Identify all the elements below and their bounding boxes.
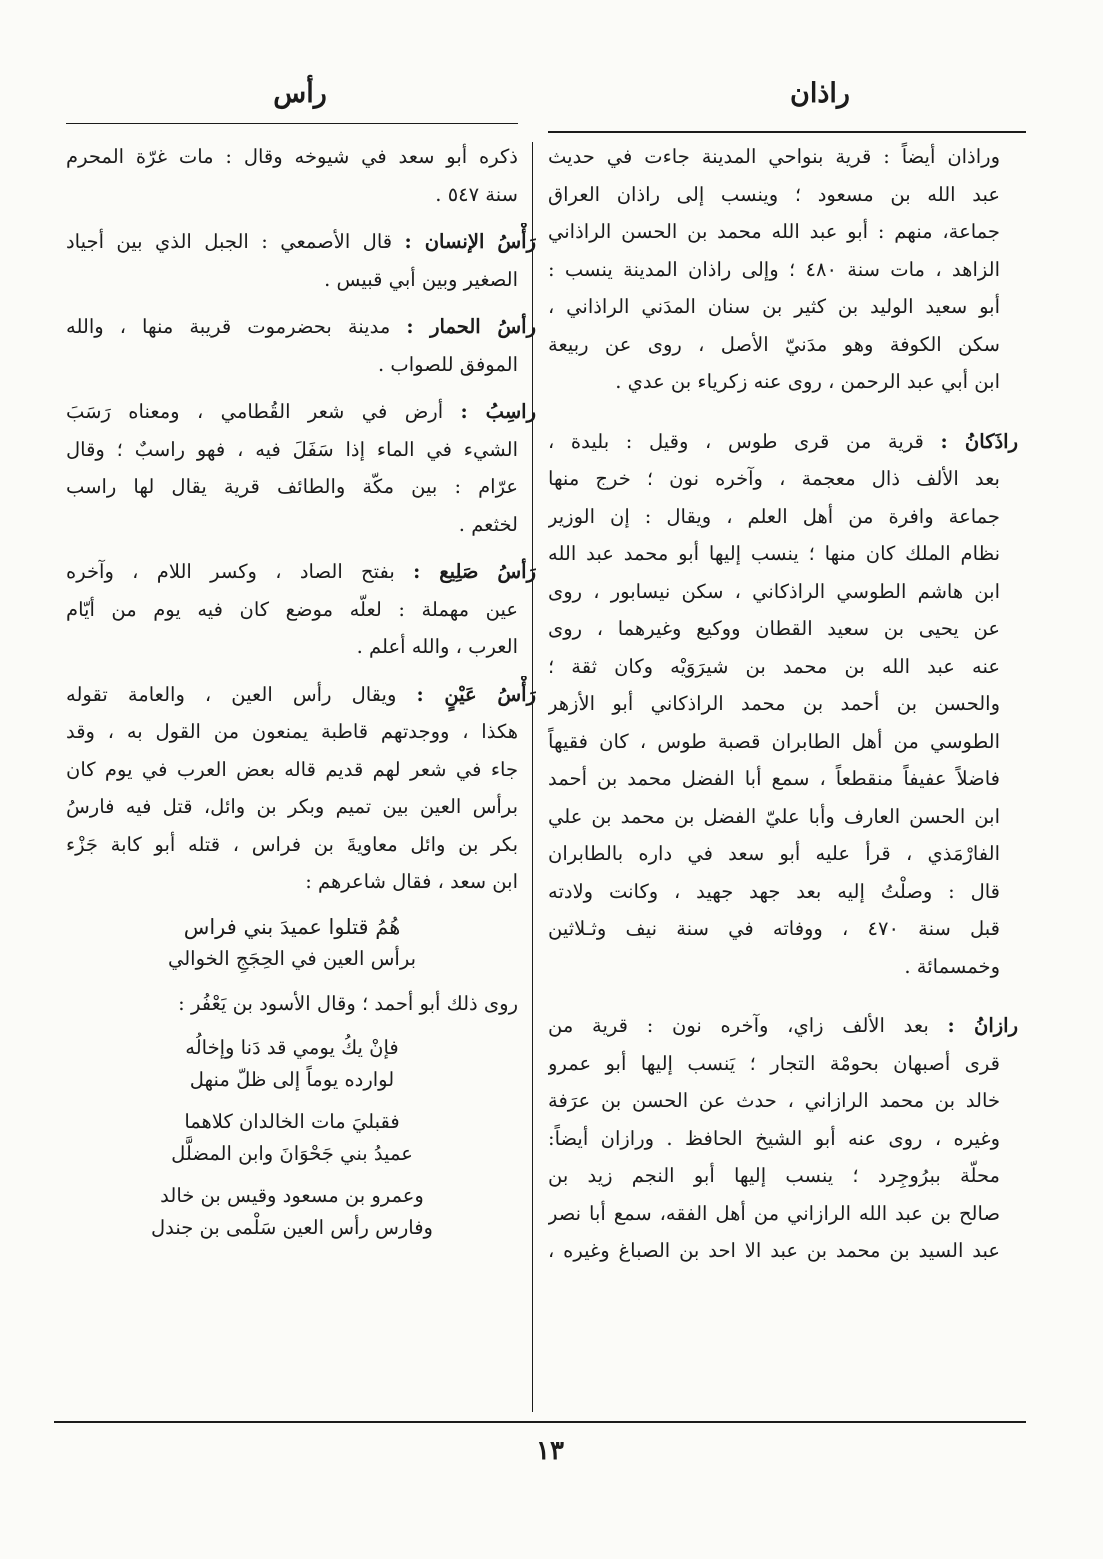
text-line: بعد الألف ذال معجمة ، وآخره نون ؛ خرج منها [548,467,1000,490]
entry-headword: رازانُ : [947,1014,1018,1037]
text-line: الصغير وبين أبي قبيس . [324,267,518,291]
entry-first-line [66,393,536,431]
text-line: الزاهد ، مات سنة ٤٨٠ ؛ وإلى راذان المدينة ينسب : [548,257,1000,281]
entry-text: قال الأصمعي : الجبل الذي بين أجياد [66,230,405,253]
paragraph-gap [66,298,518,308]
paragraph-gap [548,401,1000,423]
text-line: سنة ٥٤٧ . [435,182,518,206]
paragraph-gap [66,543,518,553]
text-line: سكن الكوفة وهو مدَنيّ الأصل ، روى عن ربيعة [548,332,1000,356]
text-line: جماعة، منهم : أبو عبد الله محمد بن الحسن الراذاني [548,220,1000,243]
text-line: روى ذلك أبو أحمد ؛ وقال الأسود بن يَعْفُر : [178,991,518,1015]
entry-text: مدينة بحضرموت قريبة منها ، والله [66,315,407,338]
verse-line: هُمُ قتلوا عميدَ بني فراس [183,914,401,939]
entry-text: ويقال رأس العين ، والعامة تقوله [66,682,417,706]
paragraph-gap [66,383,518,393]
paragraph-gap [66,666,518,676]
text-line: بكر بن وائل معاويةَ بن فراس ، قتله أبو كابة جَزْء [66,832,518,856]
entry-text: بعد الألف زاي، وآخره نون : قرية من [548,1014,948,1037]
paragraph-gap [66,1096,518,1106]
paragraph-gap [66,901,518,911]
right-column [548,138,1018,1270]
text-line: جاء في شعر لهم قديم قاله بعض العرب في يوم كان [66,757,518,781]
text-line: عين مهملة : لعلّه موضع كان فيه يوم من أيّام [66,597,518,621]
paragraph-gap [548,985,1000,1007]
text-line: العرب ، والله أعلم . [356,635,518,658]
verse-line: وعمرو بن مسعود وقيس بن خالد [160,1184,424,1207]
text-line: أبو سعيد الوليد بن كثير بن سنان المدَني الراذاني ، [548,295,1000,318]
paragraph-gap [66,1170,518,1180]
text-line: ذكره أبو سعد في شيوخه وقال : مات غرّة المحرم [66,145,518,168]
text-line: وراذان أيضاً : قرية بنواحي المدينة جاءت في حديث [548,145,1000,168]
text-line: وخمسمائة . [904,954,1000,978]
text-line: قرى أصبهان بحومْة التجار ؛ يَنسب إليها أبو عمرو [548,1051,1000,1075]
text-line: الشيء في الماء إذا سَفَلَ فيه ، فهو راسبٌ ؛ وقال [66,437,518,461]
running-header-left: رأس [273,78,327,109]
page-number: ١٣ [536,1436,564,1466]
verse-line: فإنْ يكُ يومي قد دَنا وإخالُه [185,1036,399,1059]
text-line: برأس العين بين تميم وبكر بن وائل، قتل فيه فارسُ [66,795,518,818]
verse-line: وفارس رأس العين سَلْمى بن جندل [151,1216,433,1239]
verse-line: فقبليَ مات الخالدان كلاهما [184,1110,400,1133]
left-column [66,138,536,1244]
running-header-right: راذان [790,78,850,109]
text-line: عن يحيى بن سعيد القطان ووكيع وغيرهما ، روى [548,617,1000,640]
footer-rule [54,1421,1026,1423]
header-rule-right [548,131,1026,133]
entry-headword: رَأسُ صَلِيع : [413,560,536,583]
entry-first-line [66,553,536,591]
text-line: جماعة وافرة من أهل العلم ، ويقال : إن الوزير [548,504,1000,528]
text-line: وغيره ، روى عنه أبو الشيخ الحافظ . ورازان أيضاً: [548,1126,1000,1150]
text-line: الموفق للصواب . [377,352,518,376]
verse-line: لوارده يوماً إلى ظلّ منهل [189,1068,395,1091]
text-line: عنه عبد الله بن محمد بن شيرَوَيْه وكان ثقة ؛ [548,654,1000,678]
entry-first-line [548,423,1018,461]
text-line: خالد بن محمد الرازاني ، حدث عن الحسن بن عرَفة [548,1089,1000,1112]
text-line: لخثعم . [458,512,518,536]
entry-headword: رأسُ الحمار : [406,315,536,338]
entry-text: أرض في شعر القُطامي ، ومعناه رَسَبَ [66,400,461,423]
text-line: ابن أبي عبد الرحمن ، روى عنه زكرياء بن عدي . [615,370,1000,393]
text-line: ابن الحسن العارف وأبا عليّ الفضل بن محمد بن علي [548,804,1000,828]
text-line: محلّة ببرُوجِرد ؛ ينسب إليها أبو النجم زيد بن [548,1164,1000,1187]
text-line: الطوسي من أهل الطابران قصبة طوس ، كان فقيهاً [548,729,1000,753]
text-line: قبل سنة ٤٧٠ ، ووفاته في سنة نيف وثـلاثين [548,917,1000,940]
text-line: والحسن بن أحمد بن محمد الراذكاني أبو الأزهر [548,692,1000,715]
entry-first-line [66,676,536,714]
entry-text: بفتح الصاد ، وكسر اللام ، وآخره [66,560,414,583]
entry-first-line [66,308,536,346]
text-line: عبد الله بن مسعود ؛ وينسب إلى راذان العراق [548,182,1000,206]
text-line: فاضلاً عفيفاً منقطعاً ، سمع أبا الفضل محمد بن أحمد [548,767,1000,790]
text-line: هكذا ، ووجدتهم قاطبة يمنعون من القول به ، وقد [66,720,518,743]
entry-headword: راذَكانُ : [940,429,1018,453]
header-rule-left [66,123,518,124]
entry-text: قرية من قرى طوس ، وقيل : بليدة ، [548,429,941,453]
text-line: صالح بن عبد الله الرازاني من أهل الفقه، سمع أبا نصر [548,1201,1000,1225]
text-line: عرّام : بين مكّة والطائف قرية يقال لها راسب [66,475,518,498]
verse-line: برأس العين في الحِجَجِ الخوالي [167,946,417,970]
text-line: نظام الملك كان منها ؛ ينسب إليها أبو محمد عبد الله [548,542,1000,565]
text-line: ابن هاشم الطوسي الراذكاني ، سكن نيسابور ، روى [548,579,1000,603]
paragraph-gap [66,975,518,985]
paragraph-gap [66,213,518,223]
entry-first-line [548,1007,1018,1045]
verse-line: عميدُ بني جَحْوَانَ وابن المضلَّل [171,1142,413,1165]
text-line: ابن سعد ، فقال شاعرهم : [305,870,518,893]
text-line: الفارْمَذي ، قرأ عليه أبو سعد في داره بالطابران [548,842,1000,865]
text-line: قال : وصلْتُ إليه بعد جهد جهيد ، وكانت ولادته [548,879,1000,903]
entry-headword: راسِبُ : [460,400,536,423]
entry-first-line [66,223,536,261]
entry-headword: رَأْسُ الإنسان : [404,230,536,253]
entry-headword: رَأْسُ عَيْنٍ : [416,682,536,706]
paragraph-gap [66,1022,518,1032]
text-line: عبد السيد بن محمد بن عبد الا احد بن الصباغ وغيره ، [548,1239,1000,1262]
